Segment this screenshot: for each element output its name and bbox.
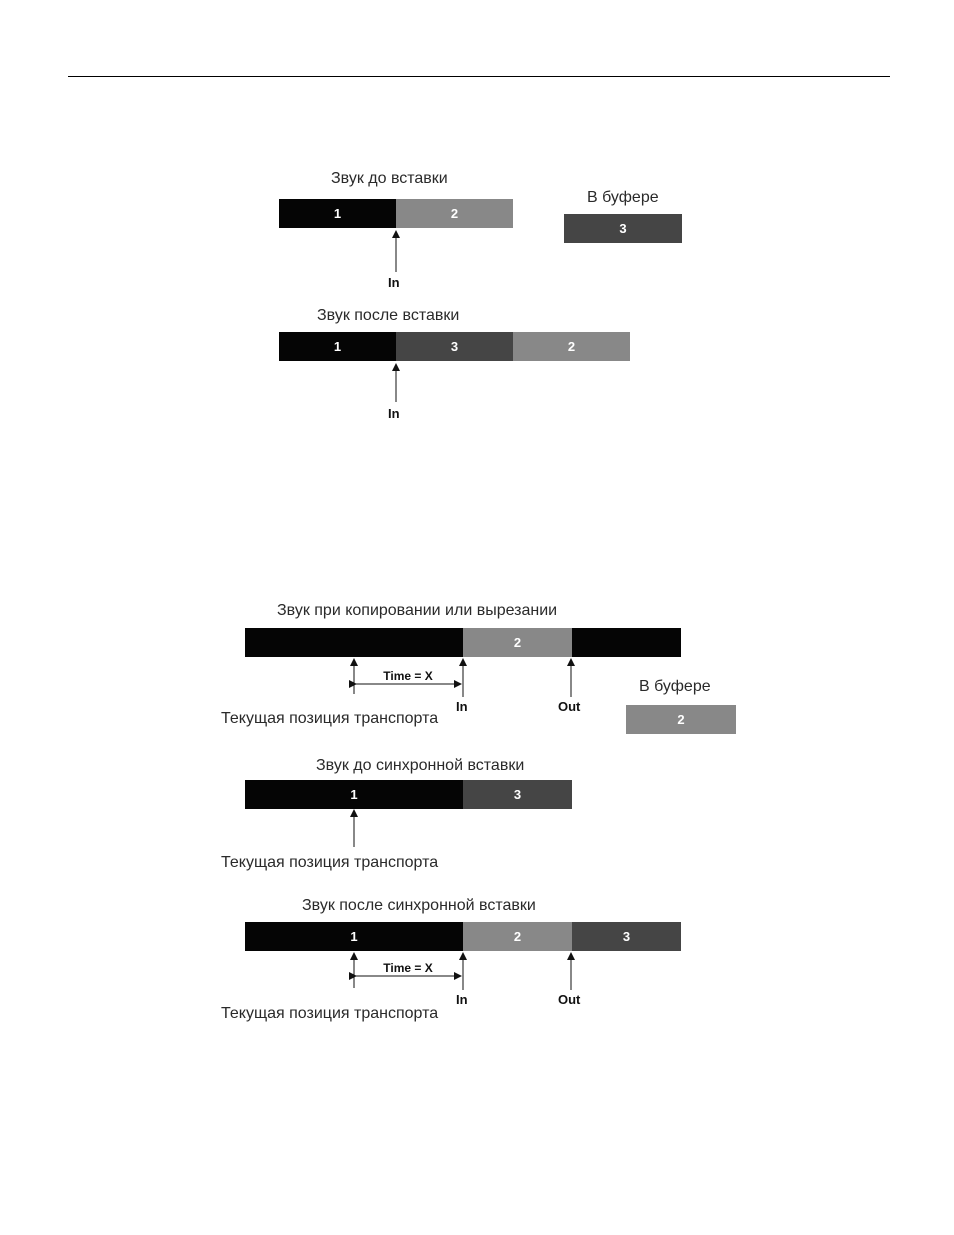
- buffer-segment-3: 3: [564, 214, 682, 243]
- segment-1: 1: [245, 922, 463, 951]
- in-marker-label: In: [388, 406, 400, 421]
- segment-post: [572, 628, 681, 657]
- time-x-label: Time = X: [383, 961, 433, 975]
- caption-buffer: В буфере: [639, 678, 711, 695]
- out-marker-label: Out: [558, 699, 581, 714]
- in-marker-label: In: [456, 992, 468, 1007]
- time-x-label: Time = X: [383, 669, 433, 683]
- in-marker-label: In: [456, 699, 468, 714]
- caption-before-insert: Звук до вставки: [331, 170, 448, 187]
- segment-2: 2: [513, 332, 630, 361]
- caption-sync-before: Звук до синхронной вставки: [316, 757, 525, 774]
- caption-after-insert: Звук после вставки: [317, 307, 460, 324]
- transport-position-label: Текущая позиция транспорта: [221, 1005, 439, 1022]
- in-marker-label: In: [388, 275, 400, 290]
- segment-3: 3: [463, 780, 572, 809]
- caption-buffer: В буфере: [587, 189, 659, 206]
- transport-position-label: Текущая позиция транспорта: [221, 854, 439, 871]
- segment-1: 1: [279, 199, 396, 228]
- segment-2: 2: [463, 628, 572, 657]
- caption-sync-after: Звук после синхронной вставки: [302, 897, 536, 914]
- out-marker-label: Out: [558, 992, 581, 1007]
- segment-3: 3: [572, 922, 681, 951]
- segment-2: 2: [396, 199, 513, 228]
- header-rule: [68, 76, 890, 77]
- segment-1: 1: [279, 332, 396, 361]
- segment-pre: [245, 628, 463, 657]
- segment-2: 2: [463, 922, 572, 951]
- caption-copy-cut: Звук при копировании или вырезании: [277, 602, 558, 619]
- segment-3: 3: [396, 332, 513, 361]
- transport-position-label: Текущая позиция транспорта: [221, 710, 439, 727]
- buffer-segment-2: 2: [626, 705, 736, 734]
- segment-1: 1: [245, 780, 463, 809]
